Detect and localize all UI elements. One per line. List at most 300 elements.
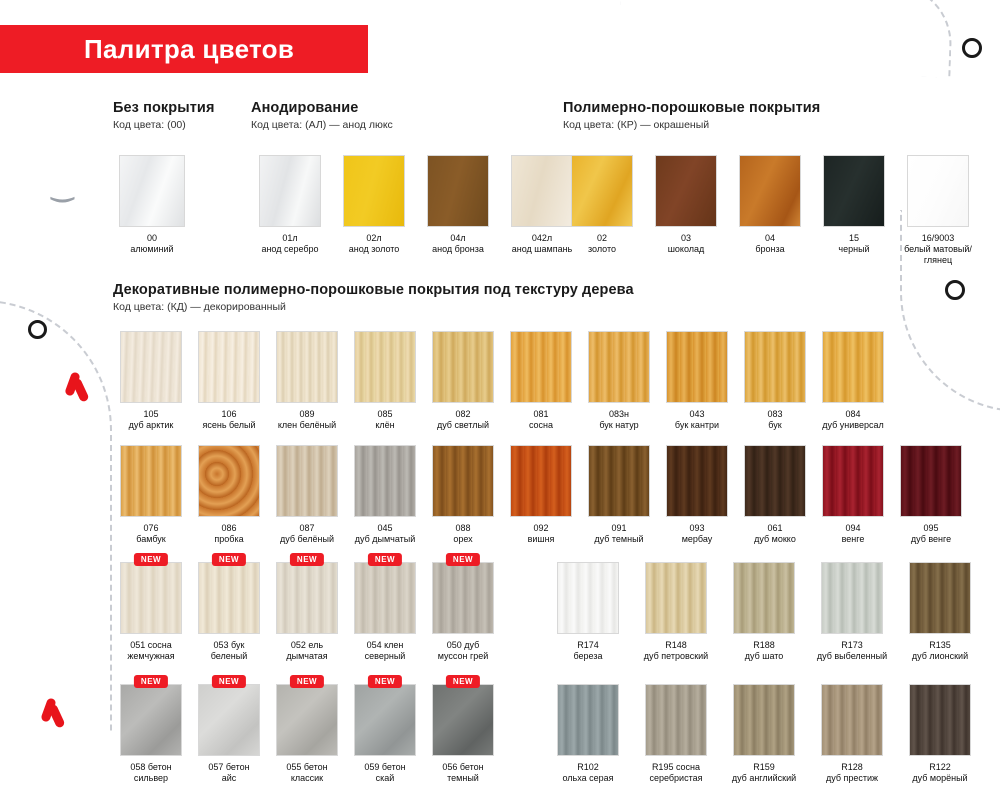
- swatch-code: 045: [377, 523, 393, 533]
- new-badge: NEW: [446, 675, 480, 688]
- color-swatch: [432, 684, 494, 756]
- swatch-name: ясень белый: [202, 420, 256, 430]
- swatch-item: [503, 331, 579, 431]
- swatch-row-wood-4: [113, 677, 501, 784]
- swatch-name: орех: [453, 534, 473, 544]
- swatch-cell: [737, 331, 813, 431]
- swatch-caption: [269, 762, 345, 784]
- swatch-code: 058 бетон: [130, 762, 172, 772]
- swatch-code: 053 бук: [213, 640, 245, 650]
- color-swatch: [427, 155, 489, 227]
- swatch-code: R122: [929, 762, 951, 772]
- swatch-item: [347, 555, 423, 662]
- swatch-code: 091: [611, 523, 627, 533]
- swatch-cell: [335, 155, 413, 255]
- swatch-name: бук натур: [599, 420, 639, 430]
- section-anod: [251, 100, 581, 255]
- swatch-code: 16/9003: [921, 233, 955, 243]
- swatch-cell: [659, 445, 735, 545]
- swatch-cell: [563, 155, 641, 255]
- new-badge: NEW: [446, 553, 480, 566]
- swatch-code: 106: [221, 409, 237, 419]
- new-badge: NEW: [290, 553, 324, 566]
- swatch-cell: [503, 445, 579, 545]
- swatch-code: 050 дуб: [446, 640, 480, 650]
- swatch-code: 04: [764, 233, 775, 243]
- swatch-cell: [545, 562, 631, 662]
- color-swatch: [198, 562, 260, 634]
- swatch-item: [899, 155, 977, 266]
- swatch-name: дуб арктик: [128, 420, 174, 430]
- decorative-dashed-line-top: [618, 0, 953, 78]
- swatch-code: 082: [455, 409, 471, 419]
- swatch-code: 15: [848, 233, 859, 243]
- swatch-item: [647, 155, 725, 266]
- section-anod-title: Анодирование: [251, 100, 359, 116]
- color-swatch: [120, 445, 182, 517]
- swatch-item: [659, 445, 735, 545]
- swatch-item: [893, 445, 969, 545]
- color-swatch: [432, 562, 494, 634]
- swatch-cell: [269, 684, 345, 784]
- color-swatch: [510, 445, 572, 517]
- swatch-cell: [113, 562, 189, 662]
- color-swatch: [432, 331, 494, 403]
- swatch-code: 01л: [282, 233, 298, 243]
- swatch-cell: [731, 155, 809, 255]
- swatch-caption: [647, 233, 725, 255]
- swatch-name: клен белёный: [277, 420, 337, 430]
- swatch-cell: [815, 155, 893, 255]
- color-swatch: [276, 562, 338, 634]
- swatch-code: 092: [533, 523, 549, 533]
- swatch-item: [545, 684, 631, 784]
- swatch-cell: [545, 684, 631, 784]
- swatch-caption: [633, 762, 719, 784]
- swatch-item: [419, 155, 497, 255]
- color-swatch: [119, 155, 185, 227]
- section-wood-new: [113, 555, 501, 784]
- swatch-item: [425, 677, 501, 784]
- swatch-cell: [269, 331, 345, 431]
- swatch-item: [721, 562, 807, 662]
- color-swatch: [900, 445, 962, 517]
- swatch-cell: [191, 331, 267, 431]
- decorative-comma-1: ‿: [52, 172, 73, 202]
- swatch-name: классик: [290, 773, 324, 783]
- swatch-item: [347, 331, 423, 431]
- swatch-cell: [633, 562, 719, 662]
- swatch-code: 076: [143, 523, 159, 533]
- swatch-name: северный: [364, 651, 406, 661]
- swatch-caption: [815, 233, 893, 255]
- new-badge: NEW: [212, 553, 246, 566]
- swatch-code: 083н: [609, 409, 629, 419]
- new-badge: NEW: [212, 675, 246, 688]
- swatch-item: [731, 155, 809, 266]
- swatch-item: [269, 445, 345, 545]
- swatch-item: [503, 445, 579, 545]
- swatch-row-wood-1: [113, 331, 969, 431]
- swatch-code: 086: [221, 523, 237, 533]
- swatch-code: 042л: [531, 233, 553, 243]
- decorative-ring-1: [962, 38, 982, 58]
- swatch-cell: [581, 331, 657, 431]
- color-swatch: [432, 445, 494, 517]
- swatch-item: [113, 331, 189, 431]
- swatch-item: [191, 555, 267, 662]
- swatch-row-r-1: [545, 562, 983, 662]
- swatch-name: беленый: [210, 651, 248, 661]
- swatch-name: айс: [221, 773, 237, 783]
- swatch-item: [581, 445, 657, 545]
- swatch-code: 054 клен: [366, 640, 404, 650]
- swatch-cell: [809, 562, 895, 662]
- swatch-code: 056 бетон: [442, 762, 484, 772]
- swatch-name: дуб английский: [731, 773, 797, 783]
- swatch-caption: [659, 523, 735, 545]
- swatch-name: сильвер: [133, 773, 169, 783]
- swatch-row-wood-3: [113, 555, 501, 662]
- swatch-item: [251, 155, 329, 255]
- color-swatch: [909, 684, 971, 756]
- swatch-item: [815, 331, 891, 431]
- swatch-code: 085: [377, 409, 393, 419]
- swatch-cell: [897, 562, 983, 662]
- swatch-name: мербау: [681, 534, 713, 544]
- swatch-caption: [897, 762, 983, 784]
- swatch-caption: [269, 640, 345, 662]
- color-swatch: [821, 562, 883, 634]
- swatch-name: анод шампань: [511, 244, 573, 254]
- section-polymer: [563, 100, 977, 266]
- swatch-code: 03: [680, 233, 691, 243]
- swatch-code: 094: [845, 523, 861, 533]
- section-wood-subtitle: Код цвета: (КД) — декорированный: [113, 301, 286, 313]
- color-swatch: [571, 155, 633, 227]
- color-swatch: [354, 331, 416, 403]
- swatch-name: шоколад: [667, 244, 705, 254]
- color-swatch: [120, 331, 182, 403]
- swatch-caption: [425, 762, 501, 784]
- swatch-item: [897, 684, 983, 784]
- swatch-caption: [737, 523, 813, 545]
- swatch-code: 057 бетон: [208, 762, 250, 772]
- page-title: Палитра цветов: [84, 33, 295, 64]
- swatch-cell: [425, 684, 501, 784]
- swatch-code: 02: [596, 233, 607, 243]
- swatch-item: [633, 684, 719, 784]
- swatch-code: R128: [841, 762, 863, 772]
- swatch-caption: [191, 523, 267, 545]
- swatch-cell: [113, 331, 189, 431]
- color-swatch: [198, 445, 260, 517]
- swatch-name: бамбук: [136, 534, 166, 544]
- color-swatch: [588, 445, 650, 517]
- color-swatch: [276, 331, 338, 403]
- swatch-cell: [721, 562, 807, 662]
- swatch-item: [815, 445, 891, 545]
- swatch-caption: [737, 409, 813, 431]
- swatch-name: бук кантри: [674, 420, 720, 430]
- swatch-cell: [815, 331, 891, 431]
- swatch-caption: [251, 233, 329, 255]
- swatch-name: черный: [838, 244, 870, 254]
- color-swatch: [259, 155, 321, 227]
- swatch-code: 052 ель: [290, 640, 324, 650]
- swatch-name: дуб белёный: [280, 534, 334, 544]
- swatch-item: [335, 155, 413, 255]
- color-swatch: [557, 684, 619, 756]
- swatch-caption: [113, 409, 189, 431]
- swatch-name: береза: [573, 651, 603, 661]
- swatch-item: [545, 562, 631, 662]
- swatch-code: 093: [689, 523, 705, 533]
- swatch-cell: [347, 331, 423, 431]
- swatch-item: [425, 445, 501, 545]
- swatch-item: [113, 445, 189, 545]
- swatch-caption: [191, 640, 267, 662]
- color-swatch: [120, 562, 182, 634]
- swatch-caption: [191, 409, 267, 431]
- swatch-caption: [659, 409, 735, 431]
- swatch-caption: [897, 640, 983, 662]
- color-swatch: [120, 684, 182, 756]
- color-swatch: [822, 331, 884, 403]
- swatch-item: [113, 677, 189, 784]
- swatch-code: 084: [845, 409, 861, 419]
- swatch-row-wood-2: [113, 445, 969, 545]
- swatch-name: дуб универсал: [822, 420, 884, 430]
- swatch-item: [191, 445, 267, 545]
- swatch-name: дуб шато: [744, 651, 784, 661]
- swatch-code: 043: [689, 409, 705, 419]
- swatch-item: [815, 155, 893, 266]
- swatch-caption: [721, 640, 807, 662]
- swatch-caption: [113, 523, 189, 545]
- swatch-caption: [893, 523, 969, 545]
- section-polymer-title: Полимерно-порошковые покрытия: [563, 100, 821, 116]
- swatch-row-polymer: [563, 155, 977, 266]
- swatch-cell: [659, 331, 735, 431]
- new-badge: NEW: [134, 553, 168, 566]
- swatch-caption: [581, 409, 657, 431]
- swatch-caption: [503, 523, 579, 545]
- swatch-item: [809, 684, 895, 784]
- swatch-caption: [425, 640, 501, 662]
- swatch-row-r-2: [545, 684, 983, 784]
- swatch-cell: [113, 445, 189, 545]
- swatch-item: [425, 555, 501, 662]
- swatch-item: [721, 684, 807, 784]
- swatch-caption: [113, 762, 189, 784]
- swatch-code: R188: [753, 640, 775, 650]
- swatch-item: [425, 331, 501, 431]
- color-swatch: [645, 562, 707, 634]
- swatch-caption: [545, 640, 631, 662]
- swatch-code: R102: [577, 762, 599, 772]
- color-swatch: [733, 562, 795, 634]
- swatch-item: [347, 677, 423, 784]
- swatch-cell: [269, 562, 345, 662]
- swatch-caption: [347, 640, 423, 662]
- swatch-name: дуб выбеленный: [816, 651, 888, 661]
- swatch-row-anod: [251, 155, 581, 255]
- swatch-code: R135: [929, 640, 951, 650]
- swatch-caption: [815, 409, 891, 431]
- swatch-cell: [113, 684, 189, 784]
- swatch-cell: [809, 684, 895, 784]
- swatch-name: дуб лионский: [911, 651, 969, 661]
- new-badge: NEW: [368, 675, 402, 688]
- swatch-caption: [809, 640, 895, 662]
- swatch-caption: [731, 233, 809, 255]
- swatch-cell: [269, 445, 345, 545]
- swatch-caption: [269, 409, 345, 431]
- color-swatch: [588, 331, 650, 403]
- swatch-caption: [113, 233, 191, 255]
- color-swatch: [821, 684, 883, 756]
- swatch-name: дуб престиж: [825, 773, 879, 783]
- swatch-item: [347, 445, 423, 545]
- color-swatch: [733, 684, 795, 756]
- swatch-name: белый матовый/глянец: [904, 244, 972, 265]
- swatch-code: R174: [577, 640, 599, 650]
- color-swatch: [822, 445, 884, 517]
- swatch-cell: [737, 445, 813, 545]
- swatch-item: [191, 331, 267, 431]
- swatch-caption: [809, 762, 895, 784]
- swatch-item: [269, 331, 345, 431]
- color-swatch: [198, 684, 260, 756]
- color-swatch: [744, 445, 806, 517]
- swatch-cell: [251, 155, 329, 255]
- section-nocoat: [113, 100, 215, 255]
- section-polymer-subtitle: Код цвета: (КР) — окрашеный: [563, 119, 710, 131]
- swatch-code: 083: [767, 409, 783, 419]
- swatch-name: дуб светлый: [436, 420, 490, 430]
- swatch-cell: [347, 445, 423, 545]
- swatch-caption: [721, 762, 807, 784]
- swatch-name: серебристая: [649, 773, 703, 783]
- swatch-item: [897, 562, 983, 662]
- color-swatch: [909, 562, 971, 634]
- color-swatch: [343, 155, 405, 227]
- swatch-code: 051 сосна: [130, 640, 172, 650]
- color-swatch: [276, 684, 338, 756]
- swatch-code: R173: [841, 640, 863, 650]
- swatch-name: темный: [447, 773, 479, 783]
- new-badge: NEW: [368, 553, 402, 566]
- swatch-name: дуб дымчатый: [354, 534, 416, 544]
- swatch-row-nocoat: [113, 155, 215, 255]
- swatch-code: 088: [455, 523, 471, 533]
- color-swatch: [823, 155, 885, 227]
- swatch-item: [737, 331, 813, 431]
- decorative-dashed-line-left: [0, 300, 112, 732]
- swatch-name: дуб петровский: [643, 651, 709, 661]
- swatch-name: муссон грей: [437, 651, 489, 661]
- color-swatch: [276, 445, 338, 517]
- page-title-bar: [0, 25, 368, 73]
- section-wood-title: Декоративные полимерно-порошковые покрытия под текстуру дерева: [113, 282, 634, 298]
- swatch-caption: [335, 233, 413, 255]
- color-swatch: [354, 684, 416, 756]
- color-swatch: [907, 155, 969, 227]
- swatch-cell: [425, 562, 501, 662]
- swatch-caption: [419, 233, 497, 255]
- swatch-cell: [721, 684, 807, 784]
- swatch-code: 061: [767, 523, 783, 533]
- swatch-cell: [191, 445, 267, 545]
- swatch-item: [809, 562, 895, 662]
- swatch-cell: [897, 684, 983, 784]
- color-swatch: [354, 445, 416, 517]
- swatch-name: венге: [841, 534, 865, 544]
- swatch-item: [113, 555, 189, 662]
- swatch-cell: [893, 445, 969, 545]
- swatch-code: 04л: [450, 233, 466, 243]
- decorative-dot-1: [28, 320, 47, 339]
- section-nocoat-title: Без покрытия: [113, 100, 215, 116]
- new-badge: NEW: [290, 675, 324, 688]
- swatch-name: сосна: [528, 420, 554, 430]
- section-rseries: [545, 562, 983, 784]
- color-swatch: [666, 445, 728, 517]
- swatch-name: золото: [587, 244, 617, 254]
- swatch-cell: [815, 445, 891, 545]
- swatch-cell: [347, 562, 423, 662]
- color-swatch: [645, 684, 707, 756]
- swatch-caption: [425, 409, 501, 431]
- color-swatch: [744, 331, 806, 403]
- color-swatch: [655, 155, 717, 227]
- swatch-caption: [425, 523, 501, 545]
- swatch-code: R159: [753, 762, 775, 772]
- swatch-code: 105: [143, 409, 159, 419]
- swatch-code: R195 сосна: [651, 762, 701, 772]
- swatch-cell: [425, 331, 501, 431]
- swatch-caption: [899, 233, 977, 266]
- swatch-caption: [347, 762, 423, 784]
- color-swatch: [557, 562, 619, 634]
- swatch-caption: [633, 640, 719, 662]
- swatch-name: ольха серая: [562, 773, 614, 783]
- swatch-code: 055 бетон: [286, 762, 328, 772]
- swatch-name: скай: [375, 773, 395, 783]
- swatch-item: [659, 331, 735, 431]
- swatch-name: клён: [375, 420, 395, 430]
- swatch-caption: [269, 523, 345, 545]
- swatch-caption: [347, 409, 423, 431]
- swatch-code: 095: [923, 523, 939, 533]
- color-swatch: [666, 331, 728, 403]
- swatch-name: вишня: [527, 534, 555, 544]
- swatch-code: 059 бетон: [364, 762, 406, 772]
- swatch-caption: [581, 523, 657, 545]
- swatch-cell: [113, 155, 191, 255]
- swatch-cell: [419, 155, 497, 255]
- swatch-caption: [191, 762, 267, 784]
- swatch-code: 081: [533, 409, 549, 419]
- swatch-item: [633, 562, 719, 662]
- section-nocoat-subtitle: Код цвета: (00): [113, 119, 186, 131]
- swatch-item: [269, 677, 345, 784]
- swatch-code: R148: [665, 640, 687, 650]
- swatch-name: бронза: [755, 244, 785, 254]
- swatch-name: дуб морёный: [912, 773, 968, 783]
- section-wood: [113, 282, 969, 545]
